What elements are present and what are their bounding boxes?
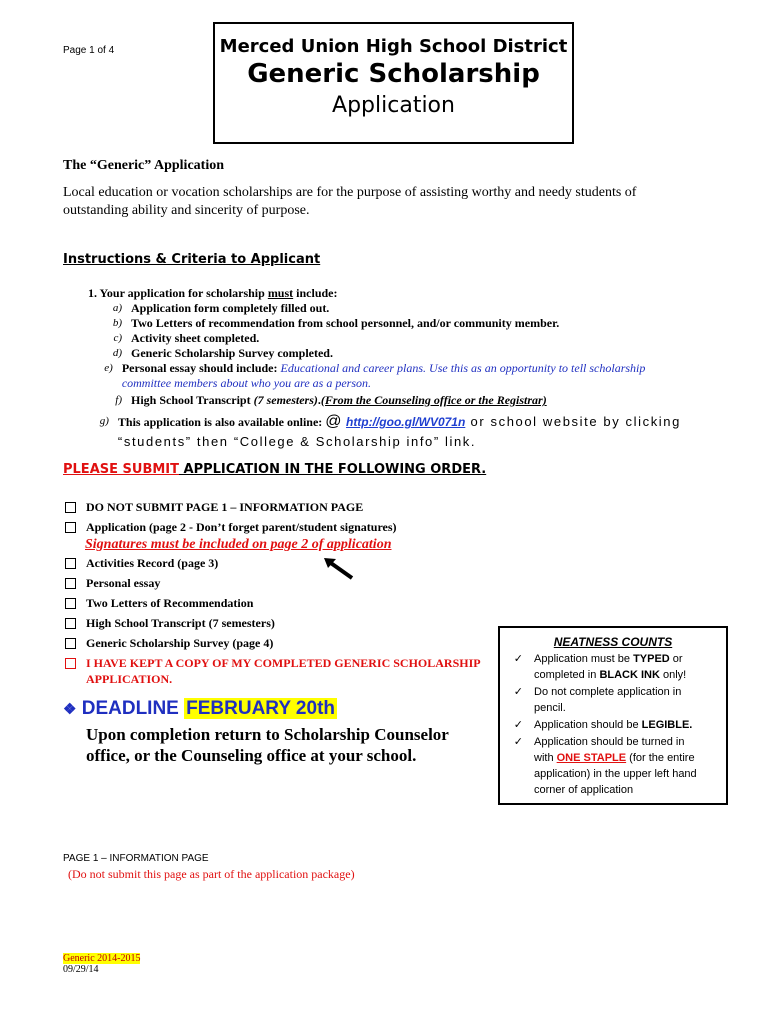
criteria-item: e) Personal essay should include: Educational and career plans. Use this as an opportunity to tell scholarship committee members about who you are as a person. (104, 361, 646, 390)
title-box (213, 22, 574, 144)
checklist-item: I HAVE KEPT A COPY OF MY COMPLETED GENERIC SCHOLARSHIP APPLICATION. (63, 655, 503, 687)
generic-heading: The “Generic” Application (63, 158, 224, 173)
instructions-heading: Instructions & Criteria to Applicant (63, 252, 321, 267)
footer-page-label: PAGE 1 – INFORMATION PAGE (63, 853, 209, 864)
arrow-icon (322, 556, 356, 582)
check-icon: ✓ (513, 736, 523, 748)
criteria-item: f) High School Transcript (7 semesters).(From the Counseling office or the Registrar) (115, 393, 547, 407)
submit-heading: PLEASE SUBMIT APPLICATION IN THE FOLLOWING ORDER. (63, 462, 487, 477)
criteria-list (88, 286, 688, 452)
diamond-icon: ❖ (63, 701, 77, 718)
checklist-item: Two Letters of Recommendation (63, 593, 503, 613)
deadline-date: FEBRUARY 20th (186, 698, 335, 719)
criteria-item: a) Application form completely filled out. (112, 301, 330, 315)
check-icon: ✓ (513, 719, 523, 731)
website-link[interactable]: http://goo.gl/WV071n (345, 415, 466, 429)
checklist-item: Generic Scholarship Survey (page 4) (63, 633, 503, 653)
criteria-lead: 1. Your application for scholarship must include: (88, 286, 338, 300)
checkbox-icon (65, 558, 76, 569)
version-label: Generic 2014-2015 (63, 953, 141, 964)
intro-paragraph: Local education or vocation scholarships are for the purpose of assisting worthy and needy students of outstanding ability and sincerity of purpose. (63, 185, 637, 218)
neatness-item: ✓ Application must be TYPED or completed in BLACK INK only! (500, 651, 726, 683)
criteria-item: b) Two Letters of recommendation from school personnel, and/or community member. (112, 316, 560, 330)
checkbox-icon (65, 502, 76, 513)
district-name: Merced Union High School District (219, 36, 568, 57)
document-subtitle: Application (332, 93, 455, 118)
criteria-item: d) Generic Scholarship Survey completed. (112, 346, 333, 360)
checklist-item: High School Transcript (7 semesters) (63, 613, 503, 633)
neatness-item: ✓ Application should be turned in with ONE STAPLE (for the entire application) in the upper left hand corner of application (500, 734, 726, 798)
neatness-title: NEATNESS COUNTS (553, 635, 673, 649)
checkbox-icon (65, 598, 76, 609)
checkbox-icon (65, 522, 76, 533)
signature-note: Signatures must be included on page 2 of application (85, 537, 392, 552)
criteria-item: g) This application is also available online: @ http://goo.gl/WV071n or school website by clicking “students” then “College & Scholarship info” link. (99, 413, 681, 449)
criteria-item: c) Activity sheet completed. (113, 331, 260, 345)
checklist-item: Activities Record (page 3) (63, 553, 503, 573)
checkbox-icon (65, 658, 76, 669)
checklist-item: Application (page 2 - Don’t forget parent/student signatures) (63, 517, 503, 537)
deadline: ❖ DEADLINE FEBRUARY 20th (63, 698, 335, 719)
page-number: Page 1 of 4 (63, 45, 115, 56)
revision-date: 09/29/14 (63, 964, 99, 975)
check-icon: ✓ (513, 686, 523, 698)
submission-checklist (63, 497, 503, 687)
document-title: Generic Scholarship (247, 59, 540, 89)
checklist-item: Personal essay (63, 573, 503, 593)
checkbox-icon (65, 638, 76, 649)
footer-note: (Do not submit this page as part of the application package) (68, 867, 355, 881)
checklist-item: DO NOT SUBMIT PAGE 1 – INFORMATION PAGE (63, 497, 503, 517)
neatness-item: ✓ Application should be LEGIBLE. (500, 717, 726, 733)
return-instructions: Upon completion return to Scholarship Counselor office, or the Counseling office at your school. (86, 725, 449, 765)
check-icon: ✓ (513, 653, 523, 665)
neatness-box (498, 626, 728, 805)
neatness-item: ✓ Do not complete application in pencil. (500, 684, 726, 716)
checkbox-icon (65, 618, 76, 629)
checkbox-icon (65, 578, 76, 589)
